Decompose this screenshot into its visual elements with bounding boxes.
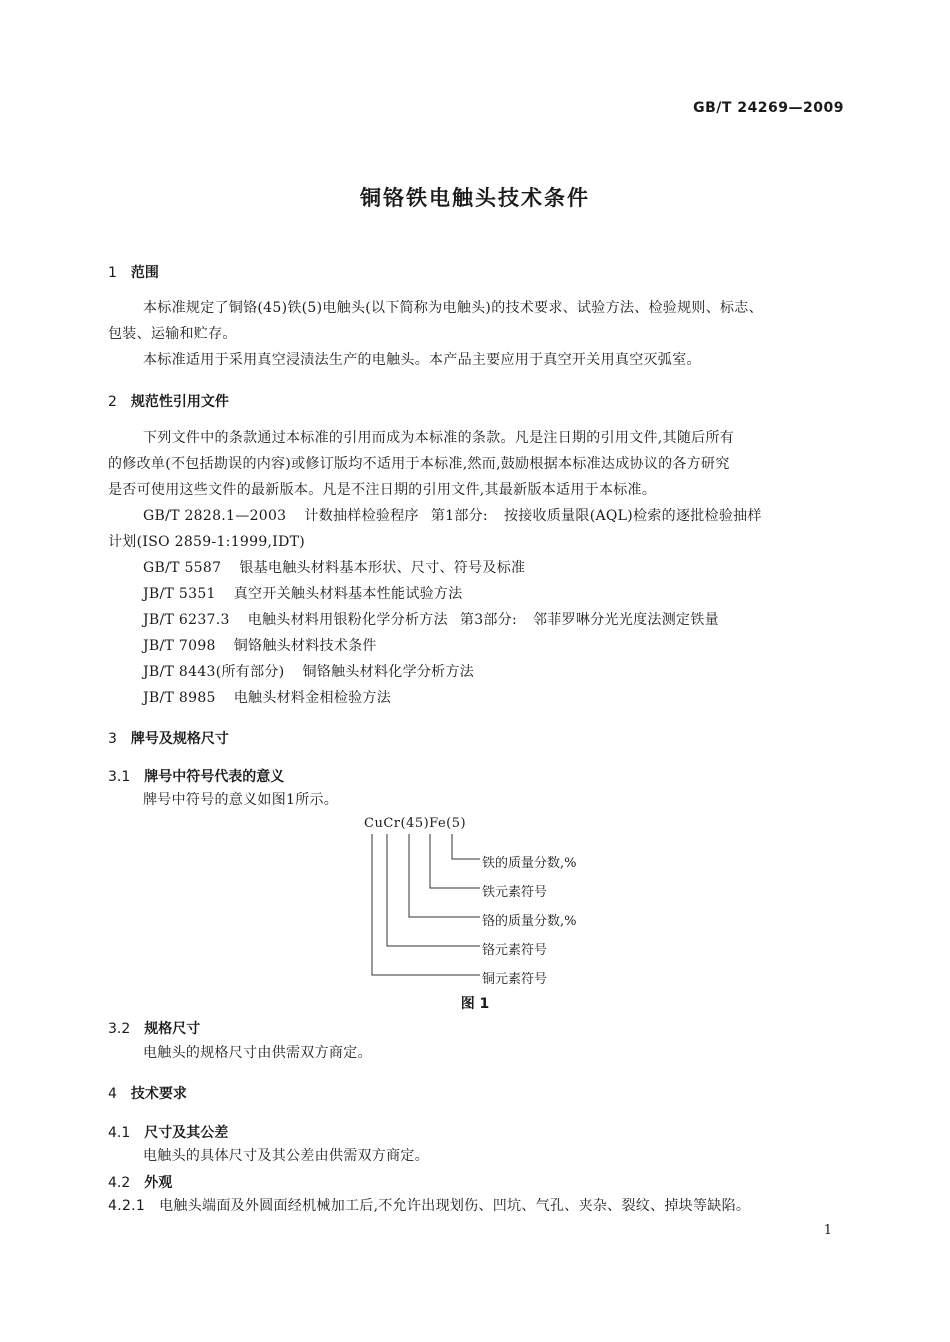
section-number: 3: [108, 731, 117, 747]
subsection-3-2-heading: [108, 1018, 200, 1038]
figure-caption: 图 1: [460, 996, 490, 1012]
clause-number: 4.2.1: [108, 1198, 146, 1214]
section-title: 技术要求: [130, 1086, 187, 1102]
section-number: 3.1: [108, 769, 131, 785]
section-title: 规格尺寸: [144, 1021, 201, 1037]
section-number: 1: [108, 265, 117, 281]
designation-formula: CuCr(45)Fe(5): [364, 816, 467, 831]
reference-code: JB/T 6237.3: [143, 612, 230, 628]
leader-line-cr-percent: [409, 834, 480, 917]
section-number: 3.2: [108, 1021, 131, 1037]
diagram-label: 铬的质量分数,%: [482, 914, 577, 929]
section-3-heading: [108, 728, 229, 748]
reference-continuation: 计划(ISO 2859-1:1999,IDT): [108, 534, 306, 550]
paragraph: 是否可使用这些文件的最新版本。凡是不注日期的引用文件,其最新版本适用于本标准。: [108, 482, 657, 498]
reference-part: 第3部分:: [459, 612, 518, 628]
reference-code: JB/T 7098: [143, 638, 216, 654]
paragraph: 下列文件中的条款通过本标准的引用而成为本标准的条款。凡是注日期的引用文件,其随后所有: [143, 430, 735, 446]
reference-title: 铜铬触头材料化学分析方法: [302, 664, 475, 680]
reference-item: [143, 584, 463, 604]
reference-title: 银基电触头材料基本形状、尺寸、符号及标准: [239, 560, 526, 576]
reference-item: [143, 662, 474, 682]
section-number: 2: [108, 394, 117, 410]
leader-line-cr-symbol: [387, 834, 480, 946]
page-title: 铜铬铁电触头技术条件: [360, 186, 590, 210]
reference-part-title: 邻菲罗啉分光光度法测定铁量: [533, 612, 719, 628]
section-4-heading: [108, 1083, 187, 1103]
section-title: 牌号中符号代表的意义: [144, 769, 285, 785]
reference-item: [143, 558, 525, 578]
reference-code: GB/T 2828.1—2003: [143, 508, 287, 524]
document-code: GB/T 24269—2009: [693, 100, 844, 116]
designation-diagram: [0, 812, 950, 992]
paragraph: 的修改单(不包括勘误的内容)或修订版均不适用于本标准,然而,鼓励根据本标准达成协议的各方研究: [108, 456, 730, 472]
diagram-label: 铬元素符号: [482, 943, 548, 958]
section-title: 牌号及规格尺寸: [130, 731, 229, 747]
reference-title: 计数抽样检验程序: [304, 508, 419, 524]
clause-4-2-1: [108, 1196, 750, 1216]
section-title: 规范性引用文件: [130, 394, 229, 410]
reference-title: 电触头材料金相检验方法: [233, 690, 392, 706]
section-title: 尺寸及其公差: [144, 1125, 229, 1141]
paragraph: 电触头的具体尺寸及其公差由供需双方商定。: [143, 1148, 429, 1164]
leader-line-cu-symbol: [372, 834, 480, 975]
reference-item: [143, 506, 762, 526]
section-number: 4.1: [108, 1125, 131, 1141]
paragraph: 本标准适用于采用真空浸渍法生产的电触头。本产品主要应用于真空开关用真空灭弧室。: [143, 352, 701, 368]
subsection-4-2-heading: [108, 1172, 172, 1192]
diagram-label: 铁元素符号: [482, 885, 548, 900]
subsection-3-1-heading: [108, 766, 284, 786]
section-title: 范围: [130, 265, 159, 281]
paragraph: 包装、运输和贮存。: [108, 326, 237, 342]
diagram-label: 铜元素符号: [482, 972, 548, 987]
diagram-label: 铁的质量分数,%: [482, 856, 577, 871]
section-title: 外观: [144, 1175, 173, 1191]
page-number: 1: [823, 1223, 832, 1238]
leader-line-fe-symbol: [430, 834, 480, 888]
diagram-lines: [0, 812, 950, 992]
reference-part: 第1部分:: [430, 508, 488, 524]
reference-item: [143, 688, 391, 708]
reference-title: 真空开关触头材料基本性能试验方法: [233, 586, 463, 602]
reference-code: JB/T 8443(所有部分): [143, 664, 285, 680]
section-number: 4: [108, 1086, 117, 1102]
paragraph: 牌号中符号的意义如图1所示。: [143, 792, 339, 808]
reference-code: JB/T 5351: [143, 586, 216, 602]
subsection-4-1-heading: [108, 1122, 228, 1142]
clause-text: 电触头端面及外圆面经机械加工后,不允许出现划伤、凹坑、气孔、夹杂、裂纹、掉块等缺陷。: [159, 1198, 751, 1214]
reference-item: [143, 610, 719, 630]
paragraph: 本标准规定了铜铬(45)铁(5)电触头(以下简称为电触头)的技术要求、试验方法、检验规则、标志、: [143, 300, 763, 316]
reference-code: GB/T 5587: [143, 560, 222, 576]
reference-title: 电触头材料用银粉化学分析方法: [247, 612, 448, 628]
section-2-heading: [108, 391, 229, 411]
leader-line-fe-percent: [452, 834, 480, 859]
reference-code: JB/T 8985: [143, 690, 216, 706]
reference-title: 铜铬触头材料技术条件: [233, 638, 377, 654]
paragraph: 电触头的规格尺寸由供需双方商定。: [143, 1045, 372, 1061]
section-1-heading: [108, 262, 159, 282]
reference-item: [143, 636, 377, 656]
reference-part-title: 按接收质量限(AQL)检索的逐批检验抽样: [503, 508, 762, 524]
section-number: 4.2: [108, 1175, 131, 1191]
